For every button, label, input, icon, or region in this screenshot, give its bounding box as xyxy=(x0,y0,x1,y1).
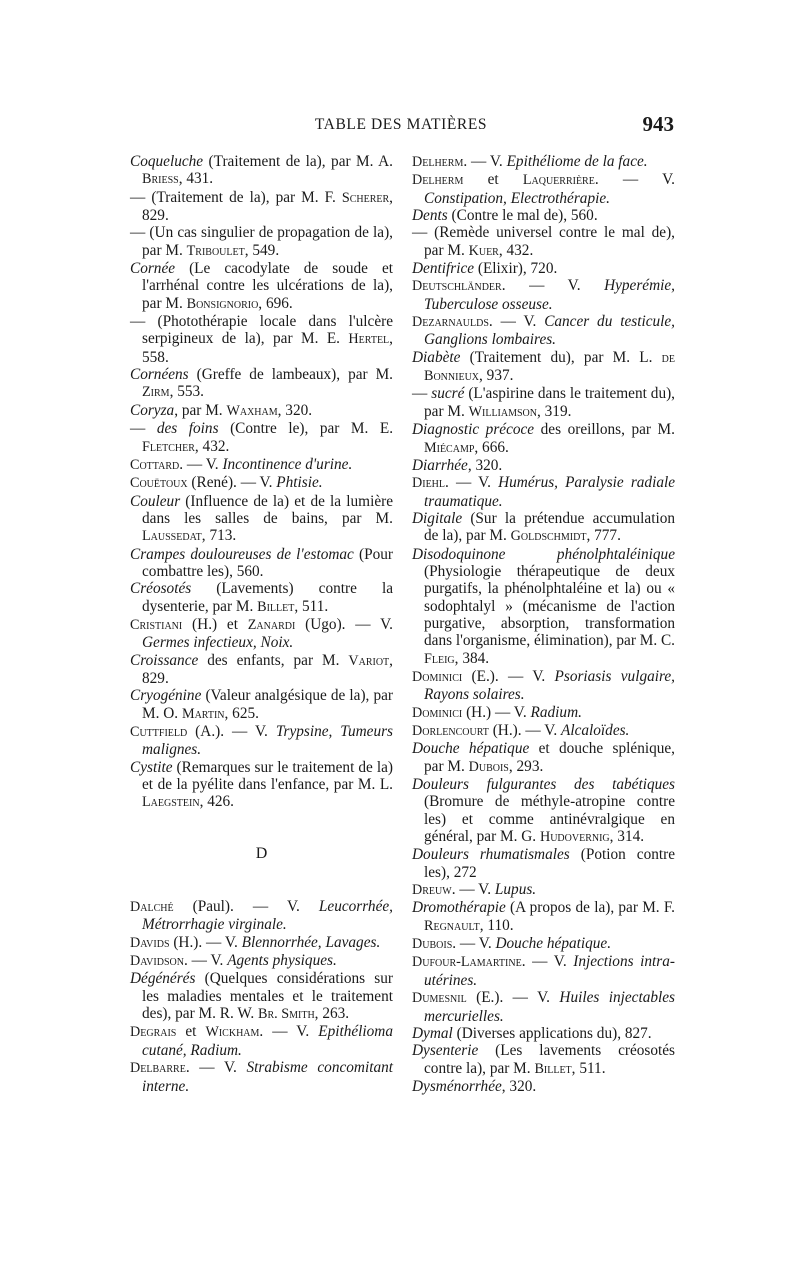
author-name: Degrais xyxy=(130,1024,177,1041)
author-name: Dubois xyxy=(412,936,453,953)
entry-text: — (Traitement de la), par M. F. xyxy=(130,188,342,206)
entry-term: Hyperémie, Tuberculose osseuse. xyxy=(424,277,675,313)
entry-term: Lupus. xyxy=(494,881,537,899)
entry-term: Diagnostic précoce xyxy=(412,421,535,439)
index-entry xyxy=(412,457,675,474)
entry-text: (Potion contre les), 272 xyxy=(424,846,675,881)
entry-text: (H.). — V. xyxy=(488,722,561,739)
index-entry xyxy=(130,260,393,313)
entry-term: Crampes douloureuses de l'estomac xyxy=(130,545,354,563)
author-name: Zirm xyxy=(142,384,170,401)
author-name: Hudovernig xyxy=(539,829,610,846)
entry-text: (L'aspirine dans le traitement du), par M. xyxy=(424,385,676,420)
entry-text: , 431. xyxy=(178,170,214,188)
entry-term: sucré xyxy=(431,385,465,403)
index-entry xyxy=(130,723,393,759)
index-entry xyxy=(130,420,393,456)
entry-text: (Influence de la) et de la lumière dans les salles de bains, par M. xyxy=(142,492,393,527)
entry-text: — (Remède universel contre le mal de), par M. xyxy=(412,224,675,259)
entry-text: (H.) — V. xyxy=(462,703,531,721)
author-name: Miécamp xyxy=(424,439,475,456)
entry-term: des foins xyxy=(156,420,219,438)
entry-text: . — V. xyxy=(451,881,495,899)
entry-text: . — V. xyxy=(488,313,545,331)
author-name: Fletcher xyxy=(142,438,195,455)
author-name: Delherm xyxy=(412,172,464,189)
author-name: Dominici xyxy=(412,668,463,685)
entry-term: Dentifrice xyxy=(412,260,475,278)
index-entry xyxy=(412,260,675,277)
entry-term: Agents physiques. xyxy=(227,952,337,970)
index-entry xyxy=(130,759,393,812)
index-entry xyxy=(412,349,675,386)
entry-text: — xyxy=(130,420,157,438)
author-name: Delherm xyxy=(412,154,464,170)
index-entry xyxy=(130,366,393,402)
entry-text: . — V. xyxy=(185,1059,247,1077)
index-entry xyxy=(412,846,675,881)
author-name: Deutschländer xyxy=(412,278,502,295)
entry-term: Cystite xyxy=(130,758,173,776)
author-name: Laussedat xyxy=(142,528,202,545)
entry-term: Dromothérapie xyxy=(412,899,506,917)
index-entry xyxy=(412,153,675,171)
index-entry xyxy=(412,1078,675,1095)
index-entry xyxy=(130,934,393,952)
index-entry xyxy=(412,510,675,546)
entry-term: Diabète xyxy=(412,348,461,366)
index-entry xyxy=(412,421,675,457)
entry-text: , 937. xyxy=(479,367,514,385)
entry-text: (Physiologie thérapeutique de deux purgatifs, la phénolphtaléine et la) ou « sodophtalyl » (mécanisme de l'action purgative, absorption, transformation dans l'organisme, élimination), par M. C. xyxy=(424,562,676,650)
entry-term: Alcaloïdes. xyxy=(560,722,630,739)
index-entry xyxy=(412,171,675,207)
index-entry xyxy=(130,616,393,652)
entry-text: — (Photothérapie locale dans l'ulcère serpigineux de la), par M. E. xyxy=(130,313,393,348)
author-name: Triboulet xyxy=(186,242,245,259)
author-name: Bonsignorio xyxy=(186,295,259,312)
entry-term: Douche hépatique xyxy=(412,740,530,758)
entry-text: , 829. xyxy=(142,651,393,687)
author-name: Dufour-Lamartine xyxy=(412,954,522,971)
entry-text: (René). — V. xyxy=(187,474,277,492)
entry-text: , 319. xyxy=(537,402,572,420)
entry-text: (Contre le mal de), 560. xyxy=(447,207,598,225)
author-name: Couëtoux xyxy=(130,475,188,492)
index-entry xyxy=(412,1025,675,1042)
entry-text: (Greffe de lambeaux), par M. xyxy=(188,366,393,384)
index-entry xyxy=(130,546,393,581)
index-entry xyxy=(412,546,675,668)
author-name: Delbarre xyxy=(130,1060,186,1077)
entry-text: (Le cacodylate de soude et l'arrhénal contre les ulcérations de la), par M. xyxy=(142,260,393,312)
entry-term: Radium. xyxy=(530,703,582,721)
entry-term: Dégénérés xyxy=(130,970,196,988)
entry-text: et xyxy=(176,1023,206,1041)
index-entry xyxy=(412,935,675,953)
index-entry xyxy=(412,277,675,313)
author-name: Billet xyxy=(257,598,295,615)
index-entry xyxy=(412,989,675,1025)
entry-text: (E.). — V. xyxy=(462,667,555,685)
entry-term: Constipation, Electrothérapie. xyxy=(424,189,610,207)
entry-term: Croissance xyxy=(130,651,199,669)
author-name: Dreuw xyxy=(412,882,452,899)
entry-text: , 110. xyxy=(479,916,514,934)
entry-text: . — V. xyxy=(445,474,499,492)
entry-text: , par M. xyxy=(174,401,227,419)
author-name: Briess xyxy=(142,171,179,188)
index-entry xyxy=(130,580,393,616)
entry-text: , 549. xyxy=(244,241,280,259)
index-entry xyxy=(130,687,393,723)
author-name: Waxham xyxy=(226,402,278,419)
author-name: Billet xyxy=(534,1060,572,1077)
entry-text: (Bromure de méthyle-atropine contre les) et comme antinévralgique en général, par M. G. xyxy=(424,793,675,846)
entry-term: Créosotés xyxy=(130,580,192,598)
entry-text: . — V. xyxy=(259,1023,319,1041)
index-entry xyxy=(412,776,675,846)
entry-text: , 384. xyxy=(454,649,490,667)
index-entry xyxy=(130,474,393,492)
entry-text: , 625. xyxy=(224,704,259,722)
entry-text: (Sur la prétendue accumulation de la), par M. xyxy=(424,509,675,545)
left-column xyxy=(130,153,393,1095)
entry-text: (Paul). — V. xyxy=(173,898,319,916)
entry-term: Couleur xyxy=(130,492,181,510)
author-name: Davidson xyxy=(130,953,184,970)
index-entry xyxy=(412,224,675,260)
entry-text: — xyxy=(412,385,432,403)
entry-text: , 426. xyxy=(199,793,234,811)
entry-term: Douleurs fulgurantes des tabétiques xyxy=(412,776,675,794)
entry-text: , 320. xyxy=(277,401,313,419)
author-name: Dezarnaulds xyxy=(412,314,489,331)
index-entry xyxy=(130,970,393,1023)
entry-term: Digitale xyxy=(412,509,463,527)
entry-text: des oreillons, par M. xyxy=(534,421,675,439)
entry-term: Coqueluche xyxy=(130,153,204,170)
entry-term: Epithélioma cutané, Radium. xyxy=(142,1023,393,1059)
author-name: Diehl xyxy=(412,475,446,492)
entry-text: (Quelques considérations sur les maladies mentales et le traitement des), par M. R. W. xyxy=(142,970,393,1023)
entry-text: (E.). — V. xyxy=(466,989,560,1007)
entry-text: , 777. xyxy=(586,527,621,545)
entry-text: (Lavements) contre la dysenterie, par M. xyxy=(142,580,393,615)
index-entry xyxy=(130,1059,393,1095)
entry-text: , 553. xyxy=(169,383,204,401)
entry-text: , 432. xyxy=(498,241,534,259)
entry-text: , 320. xyxy=(501,1077,537,1095)
index-entry xyxy=(130,153,393,189)
entry-text: . — V. xyxy=(594,171,675,189)
entry-term: Dymal xyxy=(412,1024,453,1042)
section-letter: D xyxy=(255,844,268,862)
author-name: Dominici xyxy=(412,704,463,721)
index-entry xyxy=(412,881,675,899)
entry-text: (Ugo). — V. xyxy=(295,615,394,633)
entry-text: (A propos de la), par M. F. xyxy=(505,899,675,917)
entry-text: et douche splénique, par M. xyxy=(424,740,676,775)
entry-text: . — V. xyxy=(501,277,605,295)
entry-text: (Pour combattre les), 560. xyxy=(142,545,394,580)
entry-text: , 666. xyxy=(474,438,509,456)
entry-text: des enfants, par M. xyxy=(198,651,349,669)
entry-term: Cornéens xyxy=(130,366,189,384)
author-name: Cottard xyxy=(130,456,180,473)
index-entry xyxy=(130,402,393,420)
author-name: Dubois xyxy=(468,758,509,775)
index-entry xyxy=(412,704,675,722)
entry-text: , 293. xyxy=(508,757,544,775)
author-name: Williamson xyxy=(468,403,537,420)
entry-term: Cancer du testicule, Ganglions lombaires. xyxy=(424,313,675,349)
entry-term: Incontinence d'urine. xyxy=(222,455,353,473)
index-entry xyxy=(130,189,393,225)
page-number: 943 xyxy=(642,112,674,136)
entry-term: Huiles injectables mercurielles. xyxy=(424,989,675,1025)
author-name: Fleig xyxy=(424,650,455,667)
entry-term: Trypsine, Tumeurs malignes. xyxy=(142,723,393,759)
author-name: Regnault xyxy=(424,917,480,934)
author-name: Davids xyxy=(130,934,170,951)
entry-text: , 829. xyxy=(142,188,393,225)
entry-text: (Les lavements créosotés contre la), par M. xyxy=(424,1042,675,1077)
entry-text: , 713. xyxy=(201,527,237,545)
author-name: Scherer xyxy=(341,189,390,206)
entry-term: Cornée xyxy=(130,260,176,278)
author-name: Dorlencourt xyxy=(412,723,489,739)
page-header xyxy=(128,112,674,142)
author-name: Variot xyxy=(348,652,390,669)
index-entry xyxy=(412,313,675,349)
entry-text: , 320. xyxy=(467,456,503,474)
entry-term: Disodoquinone phénolphtaléinique xyxy=(412,545,675,563)
index-entry xyxy=(412,722,675,740)
index-entry xyxy=(412,740,675,776)
entry-text: , 511. xyxy=(294,597,329,615)
entry-text: , 696. xyxy=(258,294,293,312)
index-entry xyxy=(130,952,393,970)
entry-text: . — V. xyxy=(183,952,228,970)
entry-text: et xyxy=(463,171,523,189)
entry-term: Epithéliome de la face. xyxy=(506,153,648,170)
entry-text: (Traitement de la), par M. A. xyxy=(203,153,393,170)
index-entry xyxy=(130,898,393,934)
entry-text: , 263. xyxy=(314,1005,350,1023)
author-name: Cristiani xyxy=(130,616,183,633)
entry-text: (H.) et xyxy=(182,615,248,633)
entry-term: Coryza xyxy=(130,401,175,419)
entry-term: Humérus, Paralysie radiale traumatique. xyxy=(424,474,676,510)
author-name: Goldschmidt xyxy=(510,528,587,545)
index-entry xyxy=(130,493,393,546)
index-entry xyxy=(412,668,675,704)
entry-text: (Elixir), 720. xyxy=(474,260,558,278)
author-name: Martin xyxy=(181,705,225,722)
index-entry xyxy=(412,1042,675,1078)
entry-term: Dysménorrhée xyxy=(412,1077,502,1095)
entry-text: (A.). — V. xyxy=(187,723,276,740)
index-entry xyxy=(412,474,675,510)
entry-term: Leucorrhée, Métrorrhagie virginale. xyxy=(142,898,393,934)
index-entry xyxy=(130,652,393,688)
entry-text: — (Un cas singulier de propagation de la), par M. xyxy=(130,224,393,259)
entry-term: Blennorrhée, Lavages. xyxy=(241,933,381,951)
author-name: Cuttfield xyxy=(130,724,188,740)
index-entry xyxy=(130,456,393,474)
entry-term: Douleurs rhumatismales xyxy=(412,846,570,864)
entry-text: , 432. xyxy=(194,437,230,455)
entry-text: (Contre le), par M. E. xyxy=(218,420,394,438)
entry-term: Psoriasis vulgaire, Rayons solaires. xyxy=(424,667,675,704)
index-entry xyxy=(412,385,675,421)
entry-term: Strabisme concomitant interne. xyxy=(142,1059,393,1095)
entry-text: (Diverses applications du), 827. xyxy=(452,1024,652,1042)
author-name: Laquerrière xyxy=(522,172,595,189)
author-name: Zanardi xyxy=(247,616,296,633)
entry-text: , 558. xyxy=(142,330,393,366)
entry-text: (H.). — V. xyxy=(169,933,242,951)
running-title: TABLE DES MATIÈRES xyxy=(314,116,488,133)
author-name: Laegstein xyxy=(142,794,200,811)
author-name: Dumesnil xyxy=(412,990,467,1007)
author-name: de Bonnieux xyxy=(424,349,675,385)
entry-text: . — V. xyxy=(179,455,223,473)
entry-term: Diarrhée xyxy=(412,456,468,474)
entry-term: Dysenterie xyxy=(412,1042,479,1060)
right-column xyxy=(412,153,675,1095)
entry-text: (Remarques sur le traitement de la) et de la pyélite dans l'enfance, par M. L. xyxy=(142,758,393,794)
entry-text: . — V. xyxy=(452,935,496,953)
entry-text: , 314. xyxy=(609,828,645,846)
entry-term: Douche hépatique. xyxy=(495,935,612,953)
entry-term: Dents xyxy=(412,207,448,225)
author-name: Dalché xyxy=(130,899,174,916)
index-entry xyxy=(130,313,393,366)
index-entry xyxy=(412,207,675,224)
index-entry xyxy=(130,224,393,260)
index-entry xyxy=(130,1023,393,1059)
index-entry xyxy=(412,953,675,989)
author-name: Hertel xyxy=(348,331,390,348)
entry-text: , 511. xyxy=(571,1059,606,1077)
entry-term: Cryogénine xyxy=(130,687,202,705)
entry-text: . — V. xyxy=(521,953,574,971)
entry-term: Germes infectieux, Noix. xyxy=(142,634,294,652)
author-name: Wickham xyxy=(205,1024,260,1041)
entry-text: . — V. xyxy=(463,153,507,170)
entry-term: Injections intra-utérines. xyxy=(424,953,675,989)
entry-text: (Valeur analgésique de la), par M. O. xyxy=(142,687,393,722)
author-name: Br. Smith xyxy=(258,1006,315,1023)
index-entry xyxy=(412,899,675,935)
entry-text: (Traitement du), par M. L. xyxy=(460,348,662,366)
author-name: Kuer xyxy=(468,242,499,259)
entry-term: Phtisie. xyxy=(276,474,323,492)
